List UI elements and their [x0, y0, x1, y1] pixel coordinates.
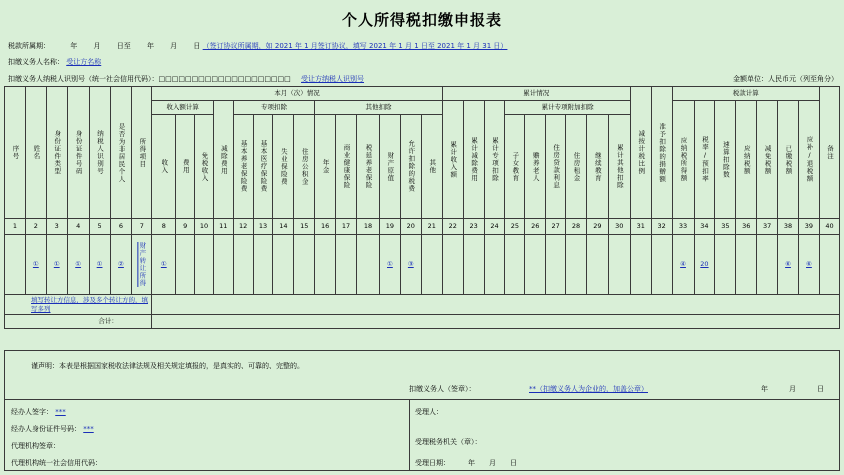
col-number-26: 26: [525, 219, 546, 235]
col-number-19: 19: [379, 219, 400, 235]
row2-note[interactable]: 填写转让方信息，涉及多个转让方的，填写多列: [31, 295, 148, 313]
cell-10[interactable]: [195, 235, 214, 295]
cell-31[interactable]: [630, 235, 651, 295]
col-number-4: 4: [67, 219, 89, 235]
cell-13[interactable]: [253, 235, 273, 295]
cell-12[interactable]: [233, 235, 253, 295]
cell-27[interactable]: [546, 235, 566, 295]
cell-26[interactable]: [525, 235, 546, 295]
cell-25[interactable]: [505, 235, 525, 295]
header-7: 所得项目: [138, 137, 147, 168]
header-34: 税率/预扣率: [700, 136, 709, 183]
cell-30[interactable]: [608, 235, 630, 295]
total-row: [5, 315, 840, 329]
period-year1: 年: [70, 42, 78, 50]
cell-1[interactable]: [5, 235, 26, 295]
declaration-box: [4, 350, 840, 471]
header-13: 基本医疗保险费: [259, 140, 268, 193]
col-number-38: 38: [778, 219, 799, 235]
main-table: [4, 86, 840, 329]
header-38: 已缴税额: [784, 144, 793, 175]
col-number-17: 17: [336, 219, 357, 235]
cell-17[interactable]: [336, 235, 357, 295]
header-14: 失业保险费: [279, 147, 288, 186]
header-16: 年金: [321, 159, 330, 174]
column-number-row: [5, 219, 840, 235]
data-row-2: [5, 295, 840, 315]
header-28: 住房租金: [572, 151, 581, 182]
header-1: 序号: [11, 145, 20, 160]
acceptor-label: 受理人：: [415, 408, 443, 416]
cell-28[interactable]: [566, 235, 587, 295]
taxid-value[interactable]: 受让方纳税人识别号: [301, 75, 365, 83]
col-number-16: 16: [315, 219, 336, 235]
col-number-27: 27: [546, 219, 566, 235]
agent-sign-value[interactable]: ***: [55, 408, 66, 416]
col-number-24: 24: [484, 219, 505, 235]
header-19: 财产原值: [386, 151, 395, 182]
header-5: 纳税人识别号: [96, 130, 105, 175]
cell-38[interactable]: ⑥: [778, 235, 799, 295]
cell-23[interactable]: [463, 235, 484, 295]
header-23: 累计减除费用: [470, 137, 479, 182]
col-number-25: 25: [505, 219, 525, 235]
group-income-calc: 收入额计算: [152, 101, 214, 115]
period-year2: 年: [146, 42, 154, 50]
col-number-32: 32: [651, 219, 672, 235]
col-number-3: 3: [46, 219, 67, 235]
col-number-7: 7: [132, 219, 152, 235]
agent-org: 代理机构签章：: [11, 442, 60, 450]
cell-9[interactable]: [176, 235, 195, 295]
cell-14[interactable]: [273, 235, 294, 295]
col-number-29: 29: [586, 219, 608, 235]
col-number-10: 10: [195, 219, 214, 235]
cell-19[interactable]: ①: [379, 235, 400, 295]
group-row-1: [5, 87, 840, 101]
header-37: 减免税额: [763, 144, 772, 175]
cell-4[interactable]: ①: [67, 235, 89, 295]
col-number-35: 35: [715, 219, 736, 235]
col-number-40: 40: [819, 219, 839, 235]
col-number-22: 22: [442, 219, 463, 235]
group-special: 专项扣除: [233, 101, 314, 115]
col-number-9: 9: [176, 219, 195, 235]
period-note[interactable]: （签订协议所属期，如 2021 年 1 月签订协议，填写 2021 年 1 月 1 日至 2021 年 1 月 31 日）: [202, 42, 508, 50]
cell-15[interactable]: [294, 235, 315, 295]
withholder-value[interactable]: 受让方名称: [66, 58, 102, 66]
cell-22[interactable]: [442, 235, 463, 295]
cell-39[interactable]: ⑥: [798, 235, 819, 295]
cell-36[interactable]: [736, 235, 757, 295]
header-29: 继续教育: [593, 151, 602, 182]
cell-7[interactable]: 财产转让所得: [132, 235, 152, 295]
group-cum-special: 累计专项附加扣除: [505, 101, 630, 115]
agent-sign: 经办人签字： ***: [11, 408, 66, 416]
agent-id: 经办人身份证件号码： ***: [11, 425, 94, 433]
header-25: 子女教育: [511, 151, 520, 182]
col-number-12: 12: [233, 219, 253, 235]
cell-8[interactable]: ①: [152, 235, 176, 295]
header-12: 基本养老保险费: [239, 140, 248, 193]
header-9: 费用: [181, 159, 190, 174]
cell-29[interactable]: [586, 235, 608, 295]
header-10: 免税收入: [200, 151, 209, 182]
header-31: 减按计税比例: [637, 130, 646, 175]
period-day2: 日: [193, 42, 201, 50]
col-number-28: 28: [566, 219, 587, 235]
form-title: 个人所得税扣缴申报表: [341, 11, 502, 29]
header-2: 姓名: [32, 145, 41, 160]
col-number-18: 18: [356, 219, 379, 235]
cell-3[interactable]: ①: [46, 235, 67, 295]
cell-5[interactable]: ①: [89, 235, 110, 295]
header-11: 减除费用: [219, 144, 228, 175]
signature-year: 年: [761, 385, 768, 393]
col-number-37: 37: [757, 219, 778, 235]
header-18: 税延养老保险: [364, 144, 373, 189]
cell-11[interactable]: [213, 235, 233, 295]
header-39: 应补/退税额: [805, 136, 814, 183]
header-40: 备注: [825, 145, 834, 160]
col-number-33: 33: [672, 219, 694, 235]
col-number-23: 23: [463, 219, 484, 235]
header-32: 准予扣除的捐赠额: [658, 122, 667, 183]
header-22: 累计收入额: [449, 140, 458, 179]
cell-20[interactable]: ③: [400, 235, 421, 295]
header-15: 住房公积金: [300, 147, 309, 186]
col-number-15: 15: [294, 219, 315, 235]
cell-6[interactable]: ②: [110, 235, 132, 295]
cell-2[interactable]: ①: [25, 235, 46, 295]
group-tax-calc: 税款计算: [672, 87, 819, 101]
cell-34[interactable]: 20: [694, 235, 715, 295]
signature-value[interactable]: **（扣缴义务人为企业的，加盖公章）: [529, 385, 648, 393]
col-number-11: 11: [213, 219, 233, 235]
total-label: 合计：: [5, 315, 152, 329]
header-36: 应纳税额: [742, 144, 751, 175]
col-number-13: 13: [253, 219, 273, 235]
col-number-20: 20: [400, 219, 421, 235]
header-21: 其他: [428, 159, 437, 174]
col-number-30: 30: [608, 219, 630, 235]
taxid-line: [8, 74, 364, 84]
agent-id-value[interactable]: ***: [83, 425, 94, 433]
period-day1: 日至: [116, 42, 131, 50]
col-number-36: 36: [736, 219, 757, 235]
unit-label: 金额单位：人民币元（列至角分）: [733, 75, 838, 83]
col-number-8: 8: [152, 219, 176, 235]
col-number-14: 14: [273, 219, 294, 235]
header-4: 身份证件号码: [74, 130, 83, 175]
cell-32[interactable]: [651, 235, 672, 295]
declaration-text: 谨声明：本表是根据国家税收法律法规及相关规定填报的，是真实的、可靠的、完整的。: [31, 362, 304, 370]
acceptor-office: 受理税务机关（章）：: [415, 438, 482, 446]
period-label: 税款所属期：: [8, 42, 50, 50]
group-current: 本月（次）情况: [152, 87, 442, 101]
cell-35[interactable]: [715, 235, 736, 295]
header-6: 是否为非居民个人: [117, 122, 126, 183]
signature-day: 日: [817, 385, 824, 393]
col-number-2: 2: [25, 219, 46, 235]
header-35: 速算扣除数: [721, 140, 730, 179]
header-33: 应纳税所得额: [679, 137, 688, 182]
col-number-5: 5: [89, 219, 110, 235]
header-30: 累计其他扣除: [615, 144, 624, 189]
col-number-34: 34: [694, 219, 715, 235]
header-24: 累计专项扣除: [490, 137, 499, 182]
header-8: 收入: [160, 159, 169, 174]
group-other: 其他扣除: [315, 101, 443, 115]
period-line: [8, 41, 507, 51]
signature-month: 月: [789, 385, 796, 393]
col-number-39: 39: [798, 219, 819, 235]
cell-21[interactable]: [421, 235, 442, 295]
cell-33[interactable]: ④: [672, 235, 694, 295]
taxid-label: 扣缴义务人纳税人识别号（统一社会信用代码）：□□□□□□□□□□□□□□□□□□□□: [8, 75, 291, 83]
signature-label: 扣缴义务人（签章）：: [409, 385, 476, 393]
cell-40[interactable]: [819, 235, 839, 295]
period-month2: 月: [170, 42, 178, 50]
header-17: 商业健康保险: [342, 144, 351, 189]
header-26: 赡养老人: [531, 151, 540, 182]
col-number-31: 31: [630, 219, 651, 235]
header-27: 住房贷款利息: [552, 144, 561, 189]
withholder-label: 扣缴义务人名称：: [8, 58, 64, 66]
withholder-line: [8, 57, 101, 67]
group-cumulative: 累计情况: [442, 87, 630, 101]
col-number-6: 6: [110, 219, 132, 235]
cell-18[interactable]: [356, 235, 379, 295]
period-month1: 月: [93, 42, 101, 50]
agent-org-code: 代理机构统一社会信用代码：: [11, 459, 102, 467]
data-row-1: [5, 235, 840, 295]
header-20: 允许扣除的税费: [407, 140, 416, 193]
cell-37[interactable]: [757, 235, 778, 295]
acceptor-date: 受理日期： 年 月 日: [415, 459, 517, 467]
col-number-21: 21: [421, 219, 442, 235]
col-number-1: 1: [5, 219, 26, 235]
cell-16[interactable]: [315, 235, 336, 295]
cell-24[interactable]: [484, 235, 505, 295]
header-3: 身份证件类型: [53, 130, 62, 175]
